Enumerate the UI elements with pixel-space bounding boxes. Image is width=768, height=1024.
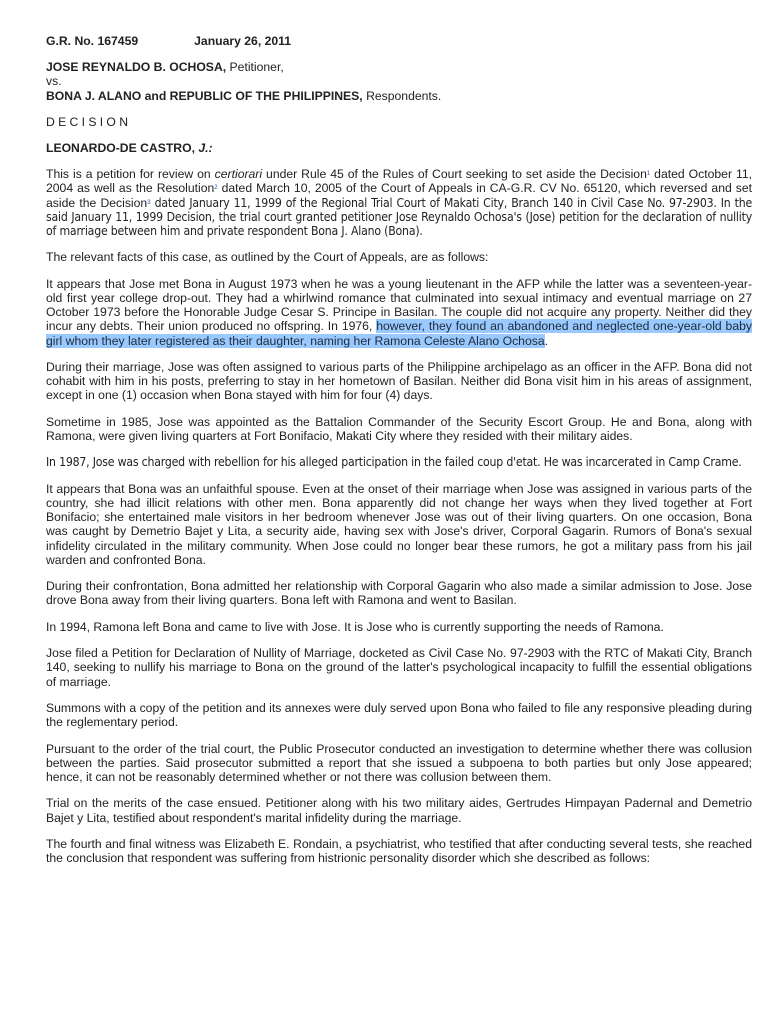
paragraph-summons: Summons with a copy of the petition and its annexes were duly served upon Bona who failed to file any responsive pleading during the reglementary period.	[46, 700, 752, 730]
case-header	[46, 34, 752, 48]
petitioner-line	[46, 60, 752, 74]
respondents-line	[46, 89, 752, 103]
versus-line: vs.	[46, 74, 62, 89]
text-segment: dated January 11, 1999 of the Regional Trial Court of Makati City, Branch 140 in Civil Case No. 97-2903. In the said January 11, 1999 Decision, the trial court granted petitioner Jose Reynaldo Ochosa's (Jose) petition for the declaration of nullity of marriage between him and private respondent Bona J. Alano (Bona).	[46, 195, 752, 239]
highlighted-selection[interactable]: however, they found an abandoned and neglected one-year-old baby girl whom they later registered as their daughter, naming her Ramona Celeste Alano Ochosa	[46, 319, 752, 348]
text-segment: This is a petition for review on	[46, 167, 215, 182]
italic-certiorari: certiorari	[214, 167, 263, 182]
paragraph-confrontation: During their confrontation, Bona admitted her relationship with Corporal Gagarin who also made a similar admission to Jose. Jose drove Bona away from their living quarters. Bona left with Ramona and went to Basilan.	[46, 579, 752, 608]
ponente-title: J.:	[198, 141, 213, 156]
paragraph-infidelity: It appears that Bona was an unfaithful spouse. Even at the onset of their marriage when Jose was assigned in various parts of the country, she had illicit relations with other men. Bona apparently did not change her ways when they lived together at Fort Bonifacio; she entertained male visitors in her bedroom whenever Jose was out of their living quarters. On one occasion, Bona was caught by Demetrio Bajet y Lita, a security aide, having sex with Jose's driver, Corporal Gagarin. Rumors of Bona's sexual infidelity circulated in the military community. When Jose could no longer bear these rumors, he got a military pass from his jail warden and confronted Bona.	[46, 481, 752, 567]
paragraph-how-they-met	[46, 277, 752, 348]
paragraph-assignments: During their marriage, Jose was often assigned to various parts of the Philippine archipelago as an officer in the AFP. Bona did not cohabit with him in his posts, preferring to stay in her hometown of Basilan. Neither did Bona visit him in his areas of assignment, except in one (1) occasion when Bona stayed with him for four (4) days.	[46, 360, 752, 403]
text-segment: dated October 11, 2004 as well as the Resolution	[46, 167, 753, 196]
decision-heading: DECISION	[46, 114, 132, 129]
paragraph-rebellion: In 1987, Jose was charged with rebellion for his alleged participation in the failed coup d'etat. He was incarcerated in Camp Crame.	[46, 455, 742, 470]
paragraph-battalion-commander: Sometime in 1985, Jose was appointed as the Battalion Commander of the Security Escort Group. He and Bona, along with Ramona, were given living quarters at Fort Bonifacio, Makati City where they resided with their military aides.	[46, 414, 752, 444]
paragraph-trial: Trial on the merits of the case ensued. Petitioner along with his two military aides, Gertrudes Himpayan Padernal and Demetrio Bajet y Lita, testified about respondent's marital infidelity during the marriage.	[46, 796, 752, 825]
document-page	[46, 34, 752, 878]
footnote-ref-1[interactable]: 1	[646, 171, 651, 178]
text-segment: .	[544, 333, 548, 348]
paragraph-psychiatrist: The fourth and final witness was Elizabeth E. Rondain, a psychiatrist, who testified that after conducting several tests, she reached the conclusion that respondent was suffering from histrionic personality disorder which she described as follows:	[46, 836, 752, 866]
parties-block	[46, 60, 752, 103]
text-segment: under Rule 45 of the Rules of Court seeking to set aside the Decision	[262, 167, 647, 182]
respondents-role: Respondents.	[366, 88, 442, 103]
ponente-name: LEONARDO-DE CASTRO,	[46, 141, 195, 156]
paragraph-petition-intro	[46, 167, 752, 238]
paragraph-ramona: In 1994, Ramona left Bona and came to live with Jose. It is Jose who is currently supporting the needs of Ramona.	[46, 619, 664, 634]
text-segment: dated March 10, 2005 of the Court of Appeals in CA-G.R. CV No. 65120, which reversed and set aside the Decision	[46, 181, 752, 210]
text-segment: It appears that Jose met Bona in August 1973 when he was a young lieutenant in the AFP while the latter was a seventeen-year-old first year college drop-out. They had a whirlwind romance that culminated into sexual intimacy and eventual marriage on 27 October 1973 before the Honorable Judge Cesar S. Principe in Basilan. The couple did not acquire any property. Neither did they incur any debts. Their union produced no offspring. In 1976,	[46, 276, 752, 334]
footnote-ref-3[interactable]: 3	[147, 199, 151, 206]
footnote-ref-2[interactable]: 2	[214, 185, 218, 192]
paragraph-collusion: Pursuant to the order of the trial court, the Public Prosecutor conducted an investigation to determine whether there was collusion between the parties. Said prosecutor submitted a report that she issued a subpoena to both parties but only Jose appeared; hence, it can not be reasonably determined whether or not there was collusion between them.	[46, 741, 752, 784]
paragraph-relevant-facts: The relevant facts of this case, as outlined by the Court of Appeals, are as follows:	[46, 250, 489, 265]
ponente	[46, 141, 752, 155]
petitioner-role: Petitioner,	[229, 60, 284, 75]
respondents-name: BONA J. ALANO and REPUBLIC OF THE PHILIPPINES,	[46, 88, 363, 103]
paragraph-petition-filed: Jose filed a Petition for Declaration of Nullity of Marriage, docketed as Civil Case No. 97-2903 with the RTC of Makati City, Branch 140, seeking to nullify his marriage to Bona on the ground of the latter's psychological incapacity to fulfill the essential obligations of marriage.	[46, 646, 752, 689]
case-number: G.R. No. 167459	[46, 34, 139, 48]
decision-date: January 26, 2011	[194, 34, 292, 48]
petitioner-name: JOSE REYNALDO B. OCHOSA,	[46, 60, 227, 75]
